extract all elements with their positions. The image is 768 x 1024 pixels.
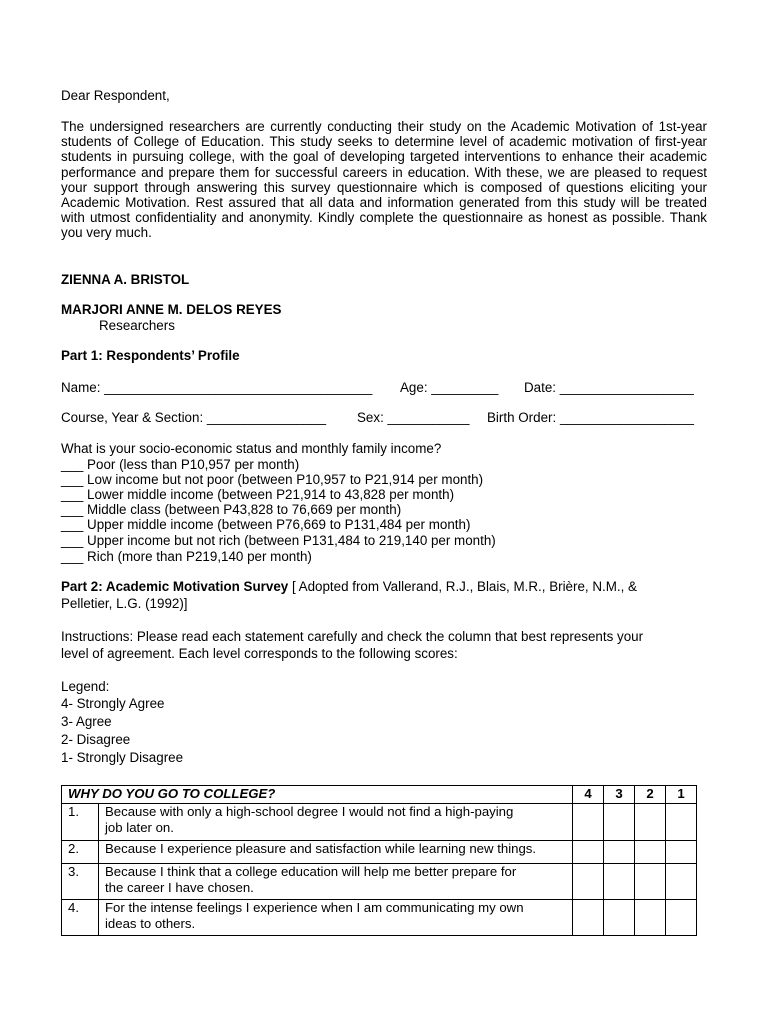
- ses-option[interactable]: ___ Low income but not poor (between P10,957 to P21,914 per month): [61, 472, 484, 487]
- row-statement: [99, 899, 573, 935]
- check-cell-2[interactable]: [635, 803, 666, 840]
- statement-line: Because I think that a college education will help me better prepare for: [105, 863, 517, 879]
- date-field[interactable]: [524, 380, 694, 395]
- table-header-row: [62, 786, 697, 804]
- table-row: [62, 840, 697, 863]
- birth-order-field[interactable]: [487, 410, 694, 425]
- instructions-line-2: level of agreement. Each level corresponds to the following scores:: [61, 646, 458, 661]
- researcher-name-2: MARJORI ANNE M. DELOS REYES: [61, 302, 282, 317]
- ses-option[interactable]: ___ Upper income but not rich (between P131,484 to 219,140 per month): [61, 533, 496, 548]
- statement-line: ideas to others.: [105, 916, 196, 931]
- age-field[interactable]: [400, 380, 498, 395]
- check-cell-4[interactable]: [573, 840, 604, 863]
- ses-option[interactable]: ___ Rich (more than P219,140 per month): [61, 549, 312, 564]
- ses-option[interactable]: ___ Lower middle income (between P21,914 to 43,828 per month): [61, 487, 455, 502]
- legend-item: 2- Disagree: [61, 732, 131, 747]
- check-cell-3[interactable]: [604, 840, 635, 863]
- table-row: [62, 803, 697, 840]
- course-label: Course, Year & Section:: [61, 410, 207, 425]
- ses-question: What is your socio-economic status and monthly family income?: [61, 441, 442, 456]
- sex-line[interactable]: ___________: [387, 410, 470, 425]
- check-cell-1[interactable]: [666, 803, 697, 840]
- statement-line: Because I experience pleasure and satisfaction while learning new things.: [105, 840, 537, 856]
- statement-line: Because with only a high-school degree I would not find a high-paying: [105, 803, 514, 819]
- statement-line: For the intense feelings I experience when I am communicating my own: [105, 899, 524, 915]
- score-header: 1: [666, 786, 697, 804]
- table-row: [62, 899, 697, 935]
- researchers-label: Researchers: [99, 318, 175, 333]
- date-line[interactable]: __________________: [559, 380, 694, 395]
- check-cell-2[interactable]: [635, 840, 666, 863]
- row-number: 1.: [62, 803, 99, 840]
- part2-heading: [61, 579, 637, 594]
- check-cell-1[interactable]: [666, 863, 697, 899]
- row-statement: [99, 863, 573, 899]
- table-header-question: WHY DO YOU GO TO COLLEGE?: [62, 786, 573, 804]
- check-cell-3[interactable]: [604, 803, 635, 840]
- legend-title: Legend:: [61, 679, 110, 694]
- check-cell-4[interactable]: [573, 899, 604, 935]
- part2-source-cont: Pelletier, L.G. (1992)]: [61, 596, 188, 611]
- legend-item: 3- Agree: [61, 714, 112, 729]
- legend-item: 4- Strongly Agree: [61, 696, 165, 711]
- check-cell-1[interactable]: [666, 899, 697, 935]
- score-header: 4: [573, 786, 604, 804]
- statement-line: the career I have chosen.: [105, 880, 254, 895]
- motivation-table: [61, 785, 697, 936]
- instructions-line-1: Instructions: Please read each statement carefully and check the column that best represents your: [61, 629, 644, 644]
- table-row: [62, 863, 697, 899]
- part2-source: [ Adopted from Vallerand, R.J., Blais, M.R., Brière, N.M., &: [288, 579, 637, 594]
- name-line[interactable]: ____________________________________: [104, 380, 373, 395]
- statement-line: job later on.: [105, 820, 174, 835]
- ses-option[interactable]: ___ Upper middle income (between P76,669 to P131,484 per month): [61, 517, 471, 532]
- sex-label: Sex:: [357, 410, 388, 425]
- salutation: Dear Respondent,: [61, 88, 170, 103]
- name-label: Name:: [61, 380, 105, 395]
- age-label: Age:: [400, 380, 432, 395]
- row-statement: [99, 840, 573, 863]
- letter-body: The undersigned researchers are currently conducting their study on the Academic Motivation of 1st-year students of College of Education. This study seeks to determine level of academic motivation of first-year students in pursuing college, with the goal of developing targeted interventions to enhance their academic performance and prepare them for successful careers in education. With these, we are pleased to request your support through answering this survey questionnaire which is composed of questions eliciting your Academic Motivation. Rest assured that all data and information generated from this study will be treated with utmost confidentiality and anonymity. Kindly complete the questionnaire as honest as possible. Thank you very much.: [61, 119, 707, 241]
- ses-option[interactable]: ___ Middle class (between P43,828 to 76,669 per month): [61, 502, 402, 517]
- check-cell-4[interactable]: [573, 863, 604, 899]
- check-cell-1[interactable]: [666, 840, 697, 863]
- row-number: 3.: [62, 863, 99, 899]
- check-cell-2[interactable]: [635, 863, 666, 899]
- course-line[interactable]: ________________: [206, 410, 327, 425]
- check-cell-3[interactable]: [604, 899, 635, 935]
- score-header: 2: [635, 786, 666, 804]
- birth-order-line[interactable]: __________________: [559, 410, 694, 425]
- part1-title: Part 1: Respondents’ Profile: [61, 348, 240, 363]
- row-statement: [99, 803, 573, 840]
- check-cell-3[interactable]: [604, 863, 635, 899]
- sex-field[interactable]: [357, 410, 469, 425]
- check-cell-4[interactable]: [573, 803, 604, 840]
- row-number: 2.: [62, 840, 99, 863]
- part2-title: Part 2: Academic Motivation Survey: [61, 579, 289, 594]
- birth-order-label: Birth Order:: [487, 410, 560, 425]
- score-header: 3: [604, 786, 635, 804]
- row-number: 4.: [62, 899, 99, 935]
- age-line[interactable]: _________: [431, 380, 499, 395]
- ses-option[interactable]: ___ Poor (less than P10,957 per month): [61, 457, 300, 472]
- name-field[interactable]: [61, 380, 372, 395]
- researcher-name-1: ZIENNA A. BRISTOL: [61, 272, 190, 287]
- check-cell-2[interactable]: [635, 899, 666, 935]
- date-label: Date:: [524, 380, 560, 395]
- legend-item: 1- Strongly Disagree: [61, 750, 184, 765]
- course-field[interactable]: [61, 410, 326, 425]
